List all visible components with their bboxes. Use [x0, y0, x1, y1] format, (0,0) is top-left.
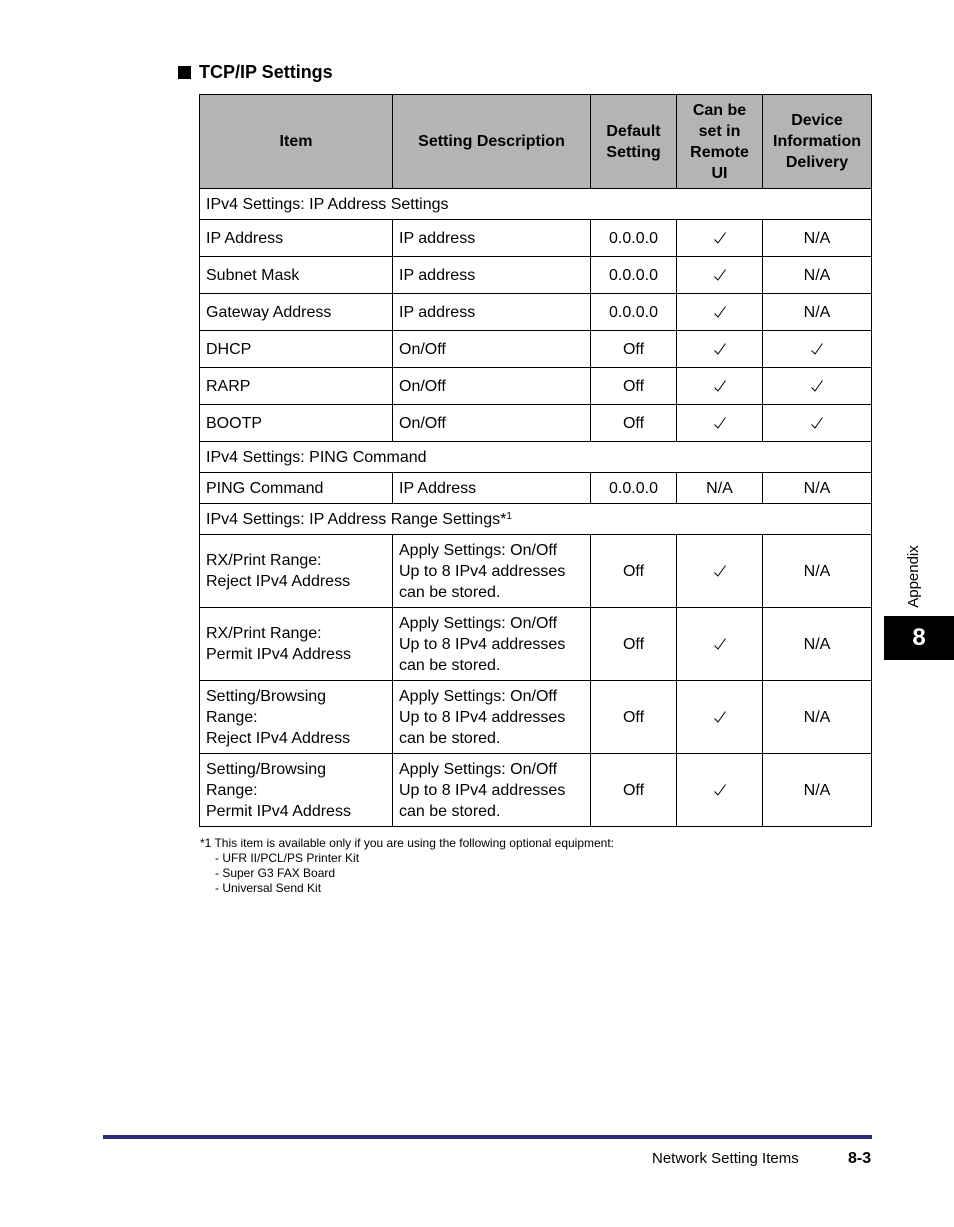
cell-description — [393, 754, 591, 827]
checkmark-icon — [712, 341, 728, 357]
cell-item — [200, 681, 393, 754]
cell-line: Permit IPv4 Address — [206, 802, 351, 820]
section-title: TCP/IP Settings — [199, 62, 333, 82]
cell-description: IP address — [393, 257, 591, 294]
table-group-row — [200, 189, 872, 220]
cell-description — [393, 535, 591, 608]
table-row — [200, 681, 872, 754]
header-delivery: Device Information Delivery — [763, 95, 872, 189]
chapter-tab: 8 — [884, 616, 954, 660]
page-number: 8-3 — [848, 1150, 872, 1167]
group-title: IPv4 Settings: IP Address Settings — [206, 195, 449, 213]
header-item: Item — [200, 95, 393, 189]
cell-line: Permit IPv4 Address — [206, 646, 351, 663]
footnote-item: - Super G3 FAX Board — [215, 866, 336, 880]
cell-default: 0.0.0.0 — [591, 220, 677, 257]
checkmark-icon — [712, 378, 728, 394]
cell-line: can be stored. — [399, 656, 501, 674]
cell-item — [200, 608, 393, 681]
cell-description: IP address — [393, 220, 591, 257]
cell-item — [200, 535, 393, 608]
footnotes — [200, 836, 614, 896]
checkmark-icon — [712, 267, 728, 283]
cell-delivery — [763, 405, 872, 442]
cell-default: Off — [591, 535, 677, 608]
cell-line: can be stored. — [399, 583, 501, 601]
checkmark-icon — [712, 230, 728, 246]
cell-default: Off — [591, 331, 677, 368]
cell-delivery: N/A — [763, 220, 872, 257]
cell-description: IP address — [393, 294, 591, 331]
cell-description — [393, 681, 591, 754]
cell-description: On/Off — [393, 405, 591, 442]
cell-item: Gateway Address — [200, 294, 393, 331]
footnote-item: - Universal Send Kit — [215, 881, 322, 895]
table-row — [200, 257, 872, 294]
table-row — [200, 473, 872, 504]
cell-default: Off — [591, 608, 677, 681]
cell-default: Off — [591, 681, 677, 754]
cell-delivery: N/A — [763, 535, 872, 608]
cell-line: Up to 8 IPv4 addresses — [399, 781, 566, 799]
footer-divider — [103, 1135, 872, 1139]
cell-item: RARP — [200, 368, 393, 405]
checkmark-icon — [712, 782, 728, 798]
cell-remote-ui — [677, 331, 763, 368]
cell-remote-ui — [677, 220, 763, 257]
cell-remote-ui — [677, 754, 763, 827]
checkmark-icon — [712, 563, 728, 579]
tcpip-settings-table — [199, 94, 872, 827]
cell-remote-ui — [677, 257, 763, 294]
header-default: Default Setting — [591, 95, 677, 189]
table-row — [200, 535, 872, 608]
table-group-row — [200, 442, 872, 473]
cell-line: can be stored. — [399, 729, 501, 747]
cell-line: Reject IPv4 Address — [206, 729, 351, 747]
table-row — [200, 368, 872, 405]
footer-title: Network Setting Items — [652, 1150, 799, 1167]
cell-remote-ui — [677, 535, 763, 608]
table-group-row — [200, 504, 872, 535]
cell-delivery: N/A — [763, 754, 872, 827]
cell-item: BOOTP — [200, 405, 393, 442]
cell-item: PING Command — [200, 473, 393, 504]
cell-line: Range: — [206, 781, 258, 799]
cell-default: Off — [591, 368, 677, 405]
cell-item: DHCP — [200, 331, 393, 368]
cell-line: Up to 8 IPv4 addresses — [399, 635, 566, 653]
cell-line: Apply Settings: On/Off — [399, 614, 558, 632]
cell-default: 0.0.0.0 — [591, 473, 677, 504]
cell-line: Apply Settings: On/Off — [399, 541, 558, 559]
cell-default: 0.0.0.0 — [591, 294, 677, 331]
cell-line: Apply Settings: On/Off — [399, 687, 558, 705]
cell-item: Subnet Mask — [200, 257, 393, 294]
footnote-item: - UFR II/PCL/PS Printer Kit — [215, 851, 360, 865]
cell-line: Range: — [206, 708, 258, 726]
cell-description — [393, 608, 591, 681]
cell-line: RX/Print Range: — [206, 625, 322, 642]
cell-remote-ui — [677, 405, 763, 442]
group-title: IPv4 Settings: IP Address Range Settings* — [206, 510, 507, 528]
checkmark-icon — [712, 636, 728, 652]
table-row — [200, 754, 872, 827]
checkmark-icon — [809, 415, 825, 431]
footnote-main: *1 This item is available only if you are using the following optional equipment: — [200, 836, 615, 850]
cell-item: IP Address — [200, 220, 393, 257]
checkmark-icon — [712, 709, 728, 725]
cell-remote-ui — [677, 608, 763, 681]
side-section-label: Appendix — [904, 544, 922, 608]
table-row — [200, 220, 872, 257]
cell-item — [200, 754, 393, 827]
group-label — [200, 504, 872, 535]
group-title: IPv4 Settings: PING Command — [206, 448, 427, 466]
table-row — [200, 405, 872, 442]
cell-delivery: N/A — [763, 294, 872, 331]
header-description: Setting Description — [393, 95, 591, 189]
footnote-ref: 1 — [506, 510, 512, 522]
cell-delivery — [763, 368, 872, 405]
table-header-row — [200, 95, 872, 189]
cell-remote-ui — [677, 294, 763, 331]
cell-default: Off — [591, 405, 677, 442]
cell-line: Setting/Browsing — [206, 760, 327, 778]
cell-remote-ui: N/A — [677, 473, 763, 504]
checkmark-icon — [712, 304, 728, 320]
group-label — [200, 442, 872, 473]
cell-delivery: N/A — [763, 473, 872, 504]
group-label — [200, 189, 872, 220]
cell-line: can be stored. — [399, 802, 501, 820]
cell-remote-ui — [677, 368, 763, 405]
table-row — [200, 331, 872, 368]
cell-description: IP Address — [393, 473, 591, 504]
cell-line: Up to 8 IPv4 addresses — [399, 562, 566, 580]
cell-delivery: N/A — [763, 608, 872, 681]
cell-delivery: N/A — [763, 681, 872, 754]
cell-line: Setting/Browsing — [206, 687, 327, 705]
checkmark-icon — [809, 378, 825, 394]
cell-remote-ui — [677, 681, 763, 754]
cell-line: Apply Settings: On/Off — [399, 760, 558, 778]
table-row — [200, 608, 872, 681]
cell-delivery — [763, 331, 872, 368]
cell-line: Up to 8 IPv4 addresses — [399, 708, 566, 726]
cell-description: On/Off — [393, 331, 591, 368]
cell-line: RX/Print Range: — [206, 552, 322, 569]
section-heading — [178, 62, 333, 83]
cell-delivery: N/A — [763, 257, 872, 294]
checkmark-icon — [809, 341, 825, 357]
cell-default: Off — [591, 754, 677, 827]
table-row — [200, 294, 872, 331]
checkmark-icon — [712, 415, 728, 431]
header-remote-ui: Can be set in Remote UI — [677, 95, 763, 189]
cell-default: 0.0.0.0 — [591, 257, 677, 294]
cell-description: On/Off — [393, 368, 591, 405]
cell-line: Reject IPv4 Address — [206, 573, 351, 590]
square-bullet-icon — [178, 66, 191, 79]
